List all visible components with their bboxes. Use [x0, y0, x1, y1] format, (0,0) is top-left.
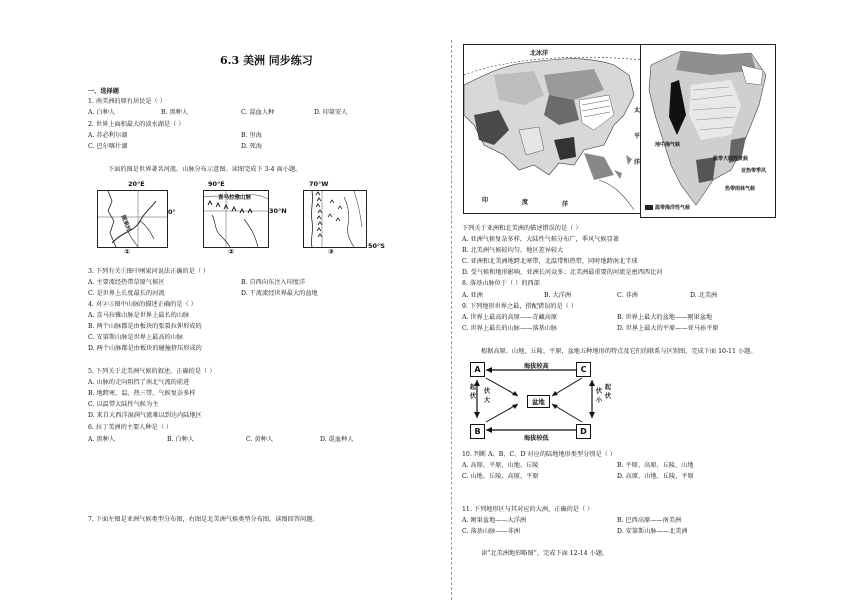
diagram-left-char-4: 大 [483, 397, 491, 404]
map2-latitude: 30°N [269, 207, 287, 215]
question-7-prompt: 下列关于亚洲和北美洲的描述错误的是（ ） [462, 225, 582, 232]
q2-option-a: A. 苏必利尔湖 [88, 132, 128, 139]
na-legend-label: 温带海洋性气候 [655, 205, 691, 211]
na-label-mediterranean: 地中海气候 [655, 142, 681, 148]
q8-option-d: D. 北美洲 [690, 292, 718, 299]
north-america-climate-map [640, 44, 776, 218]
q6-option-b: B. 白种人 [167, 436, 195, 443]
map3-number: ③ [328, 248, 334, 256]
q2-option-d: D. 死海 [241, 143, 263, 150]
map1-number: ① [124, 248, 130, 256]
asia-climate-map [463, 44, 645, 214]
map-himalaya [203, 190, 269, 248]
map-congo [97, 190, 168, 248]
question-8: 8. 落基山脉位于（ ）的西部 [462, 280, 540, 287]
q9-option-d: D. 世界上最大的平原——亚马孙平原 [617, 325, 719, 332]
question-7: 7. 下面左图是亚洲气候类型分布图，右图是北美洲气候类型分布图。读图回答问题。 [88, 516, 319, 523]
q1-option-a: A. 白种人 [88, 109, 115, 116]
indian-label-3: 洋 [562, 201, 569, 208]
q4-option-c: C. 安第斯山脉是世界上最高的山脉 [88, 334, 184, 341]
questions-10-11-intro: 根据高原、山地、丘陵、平原，盆地五种地形的特点及它们的联系与区别图，完成下面 10-11 小题。 [481, 348, 757, 355]
diagram-right-char-4: 小 [595, 397, 603, 404]
diagram-left-char-2: 伏 [469, 393, 477, 400]
question-9: 9. 下列地形世界之最，搭配错误的是（ ） [462, 303, 578, 310]
na-label-continental: 温带大陆性气候 [713, 156, 749, 162]
pacific-label-2: 平 [634, 133, 641, 140]
map2-longitude: 90°E [208, 180, 225, 188]
question-3: 3. 下列有关①图中闸果河说法正确的是（ ） [88, 268, 210, 275]
question-1: 1. 南美洲的原有居民是（ ） [88, 98, 166, 105]
question-5: 5. 下列关于北美洲气候的叙述，正确的是（ ） [88, 368, 216, 375]
q3-option-a: A. 主要流经热带草原气候区 [88, 279, 165, 286]
question-6: 6. 拉丁美洲的主要人种是（ ） [88, 424, 173, 431]
map1-latitude: 0° [168, 208, 176, 216]
q5-option-d: D. 来自大西洋湿润气流难以到达内陆地区 [88, 412, 202, 419]
q4-option-b: B. 两个山脉都是由板块的张裂拉伸形成的 [88, 323, 202, 330]
diagram-box-d: D [576, 424, 591, 439]
q7-option-b: B. 北美洲气候较均匀，地区差异较大 [462, 247, 564, 254]
map1-river-label: 刚果河 [119, 214, 131, 233]
map2-mountain-label: 喜马拉雅山脉 [218, 195, 252, 201]
q8-option-b: B. 大洋洲 [544, 292, 572, 299]
q10-option-a: A. 高原、平原、山地、丘陵 [462, 462, 539, 469]
question-4: 4. 对②③图中山脉的描述正确的是（ ） [88, 301, 197, 308]
q6-option-c: C. 黄种人 [246, 436, 274, 443]
na-label-subtropical: 亚热带季风 [741, 168, 767, 174]
q5-option-a: A. 山脉的走向阻挡了南北气流的前进 [88, 379, 190, 386]
diagram-right-char-2: 伏 [604, 393, 612, 400]
section-heading: 一、选择题 [88, 88, 119, 95]
diagram-box-c: C [576, 362, 591, 377]
map-andes [303, 190, 367, 248]
q1-option-b: B. 黑种人 [161, 109, 189, 116]
diagram-box-b: B [470, 424, 485, 439]
na-label-rainforest: 热带雨林气候 [725, 186, 756, 192]
q2-option-c: C. 巴尔喀什湖 [88, 143, 128, 150]
indian-label-2: 度 [522, 199, 529, 206]
q9-option-c: C. 世界上最长的山脉——落基山脉 [462, 325, 558, 332]
diagram-left-char-1: 起 [469, 384, 477, 391]
arctic-ocean-label: 北冰洋 [530, 50, 549, 57]
q5-option-b: B. 地跨寒、温、热三带，气候复杂多样 [88, 390, 196, 397]
map2-number: ② [228, 248, 234, 256]
diagram-bottom-label: 海拔较低 [524, 435, 549, 442]
map3-longitude: 70°W [309, 180, 329, 188]
q1-option-d: D. 印第安人 [314, 109, 348, 116]
page-title: 6.3 美洲 同步练习 [220, 54, 313, 67]
diagram-right-char-3: 伏 [595, 388, 603, 395]
q1-option-c: C. 混血人种 [241, 109, 275, 116]
q7-option-a: A. 亚洲气候复杂多样，大陆性气候分布广，季风气候显著 [462, 236, 619, 243]
diagram-center-basin: 盆地 [527, 395, 550, 408]
diagram-right-char-1: 起 [604, 384, 612, 391]
q10-option-b: B. 平原、高原、丘陵、山地 [617, 462, 694, 469]
q3-option-d: D. 干流流经世界最大的盆地 [241, 290, 318, 297]
q10-option-d: D. 高原、山地、丘陵、平原 [617, 473, 694, 480]
question-11: 11. 下列地形区与其对应的大洲，正确的是（ ） [462, 506, 594, 513]
question-10: 10. 判断 A、B、C、D 对应的陆地地形类型分别是（ ） [462, 451, 616, 458]
pacific-label-1: 太 [634, 107, 641, 114]
map1-longitude: 20°E [128, 180, 145, 188]
question-2: 2. 世界上面积最大的淡水湖是（ ） [88, 121, 185, 128]
column-divider [451, 40, 452, 600]
q6-option-d: D. 混血种人 [320, 436, 354, 443]
q7-option-c: C. 亚洲和北美洲地跨北寒带，北温带和热带，同时地跨南北半球 [462, 258, 638, 265]
q8-option-a: A. 亚洲 [462, 292, 483, 299]
diagram-left-char-3: 伏 [483, 388, 491, 395]
q4-option-d: D. 两个山脉都是由板块的碰撞挤压形成的 [88, 345, 202, 352]
q10-option-c: C. 山地、丘陵、高原、平原 [462, 473, 539, 480]
diagram-box-a: A [470, 362, 485, 377]
q9-option-b: B. 世界上最大的盆地——刚果盆地 [617, 314, 713, 321]
q3-option-c: C. 是世界上长度最长的河流 [88, 290, 165, 297]
q11-option-a: A. 刚果盆地——大洋洲 [462, 517, 527, 524]
q9-option-a: A. 世界上最高的高原——青藏高原 [462, 314, 558, 321]
q11-option-d: D. 安第斯山脉——北美洲 [617, 528, 688, 535]
pacific-label-3: 洋 [634, 159, 641, 166]
q11-option-b: B. 巴西高原——南美洲 [617, 517, 682, 524]
q6-option-a: A. 黑种人 [88, 436, 115, 443]
q5-option-c: C. 以温带大陆性气候为主 [88, 401, 159, 408]
questions-12-14-intro: 读“北美洲地形略图”，完成下面 12-14 小题。 [481, 550, 609, 557]
q4-option-a: A. 喜马拉雅山脉是世界上最长的山脉 [88, 312, 190, 319]
indian-label-1: 印 [482, 197, 489, 204]
q2-option-b: B. 里海 [241, 132, 262, 139]
maps-intro: 下面的图是世界著名河流、山脉分布示意图。读图完成下 3-4 面小题。 [108, 166, 302, 173]
map3-latitude: 50°S [368, 242, 385, 250]
q3-option-b: B. 自西向东注入印度洋 [241, 279, 306, 286]
diagram-top-label: 海拔较高 [524, 363, 549, 370]
q11-option-c: C. 落基山脉——非洲 [462, 528, 520, 535]
q8-option-c: C. 非洲 [617, 292, 638, 299]
q7-option-d: D. 受气候和地形影响，亚洲长河众多；北美洲最重要的河流是密西西比河 [462, 269, 663, 276]
